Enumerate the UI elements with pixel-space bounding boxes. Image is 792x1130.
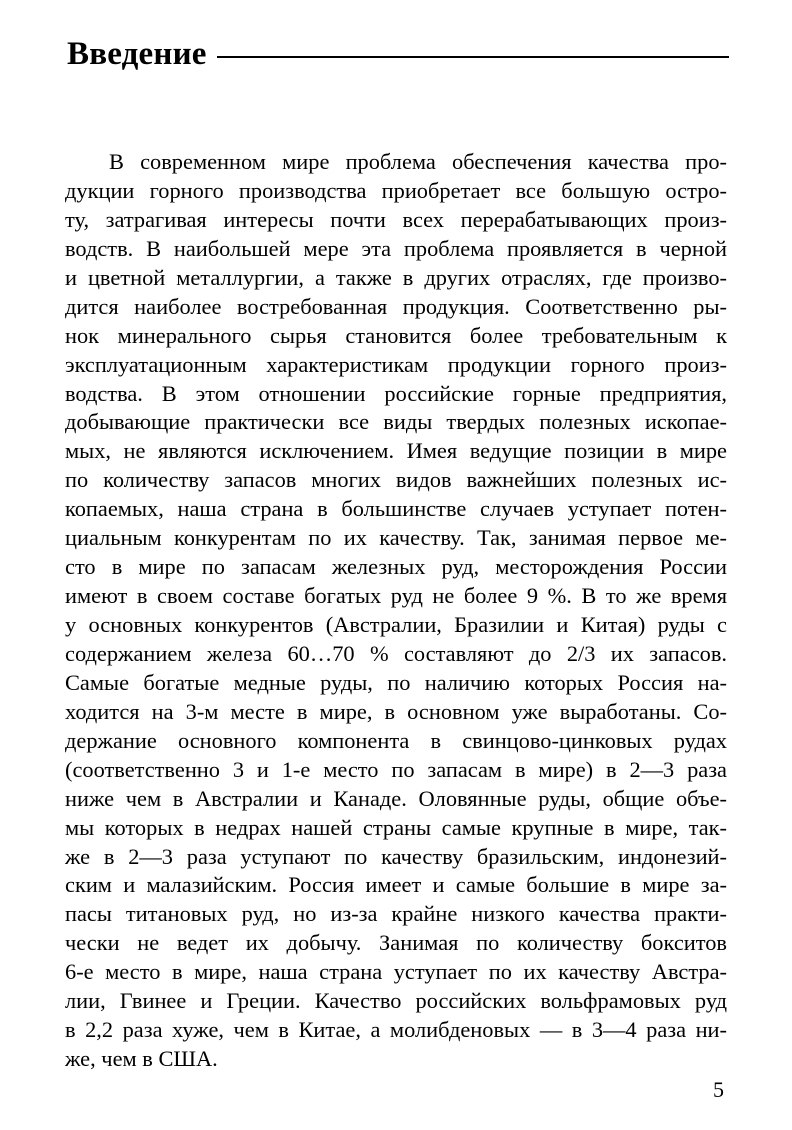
text-line: пасы титановых руд, но из-за крайне низкого качества практи- [65,901,727,927]
text-line: сто в мире по запасам железных руд, месторождения России [65,554,727,580]
page-title: Введение [67,36,207,72]
text-line: 6-е место в мире, наша страна уступает по их качеству Австра- [65,959,727,985]
text-line: же, чем в США. [65,1046,218,1072]
text-line: циальным конкурентам по их качеству. Так, занимая первое ме- [65,525,727,551]
text-line: ту, затрагивая интересы почти всех перерабатывающих произ- [65,206,727,232]
text-line: эксплуатационным характеристикам продукции горного произ- [65,351,727,377]
text-line: держание основного компонента в свинцово-цинковых рудах [65,727,727,753]
text-line: по количеству запасов многих видов важнейших полезных ис- [65,467,727,493]
text-line: В современном мире проблема обеспечения качества про- [109,149,727,174]
main-paragraph [65,148,727,1074]
text-line: лии, Гвинее и Греции. Качество российских вольфрамовых руд [65,988,727,1014]
text-line: дукции горного производства приобретает все большую остро- [65,177,727,203]
text-line: водств. В наибольшей мере эта проблема проявляется в черной [65,235,727,261]
text-line: добывающие практически все виды твердых полезных ископае- [65,409,727,435]
text-line: ходится на 3-м месте в мире, в основном уже выработаны. Со- [65,698,727,724]
text-line: нок минерального сырья становится более требовательным к [65,322,727,348]
text-line: ским и малазийским. Россия имеет и самые большие в мире за- [65,872,727,898]
text-line: Самые богатые медные руды, по наличию которых Россия на- [65,669,727,695]
text-line: чески не ведет их добычу. Занимая по количеству бокситов [65,930,727,956]
text-line: в 2,2 раза хуже, чем в Китае, а молибденовых — в 3—4 раза ни- [65,1017,727,1043]
text-line: (соответственно 3 и 1-е место по запасам в мире) в 2—3 раза [65,756,727,782]
text-line: дится наиболее востребованная продукция. Соответственно ры- [65,293,727,319]
text-line: мых, не являются исключением. Имея ведущие позиции в мире [65,438,727,464]
text-line: мы которых в недрах нашей страны самые крупные в мире, так- [65,814,727,840]
heading-rule [217,56,729,58]
text-line: у основных конкурентов (Австралии, Бразилии и Китая) руды с [65,612,727,637]
text-line: имеют в своем составе богатых руд не более 9 %. В то же время [65,583,727,609]
text-line: содержанием железа 60…70 % составляют до 2/3 их запасов. [65,640,727,666]
text-line: копаемых, наша страна в большинстве случаев уступает потен- [65,496,727,522]
text-line: и цветной металлургии, а также в других отраслях, где произво- [65,264,727,290]
text-line: водства. В этом отношении российские горные предприятия, [65,380,727,406]
text-line: же в 2—3 раза уступают по качеству бразильским, индонезий- [65,843,727,869]
heading-row [67,34,729,74]
page-number: 5 [713,1077,724,1102]
text-line: ниже чем в Австралии и Канаде. Оловянные руды, общие объе- [65,785,727,811]
